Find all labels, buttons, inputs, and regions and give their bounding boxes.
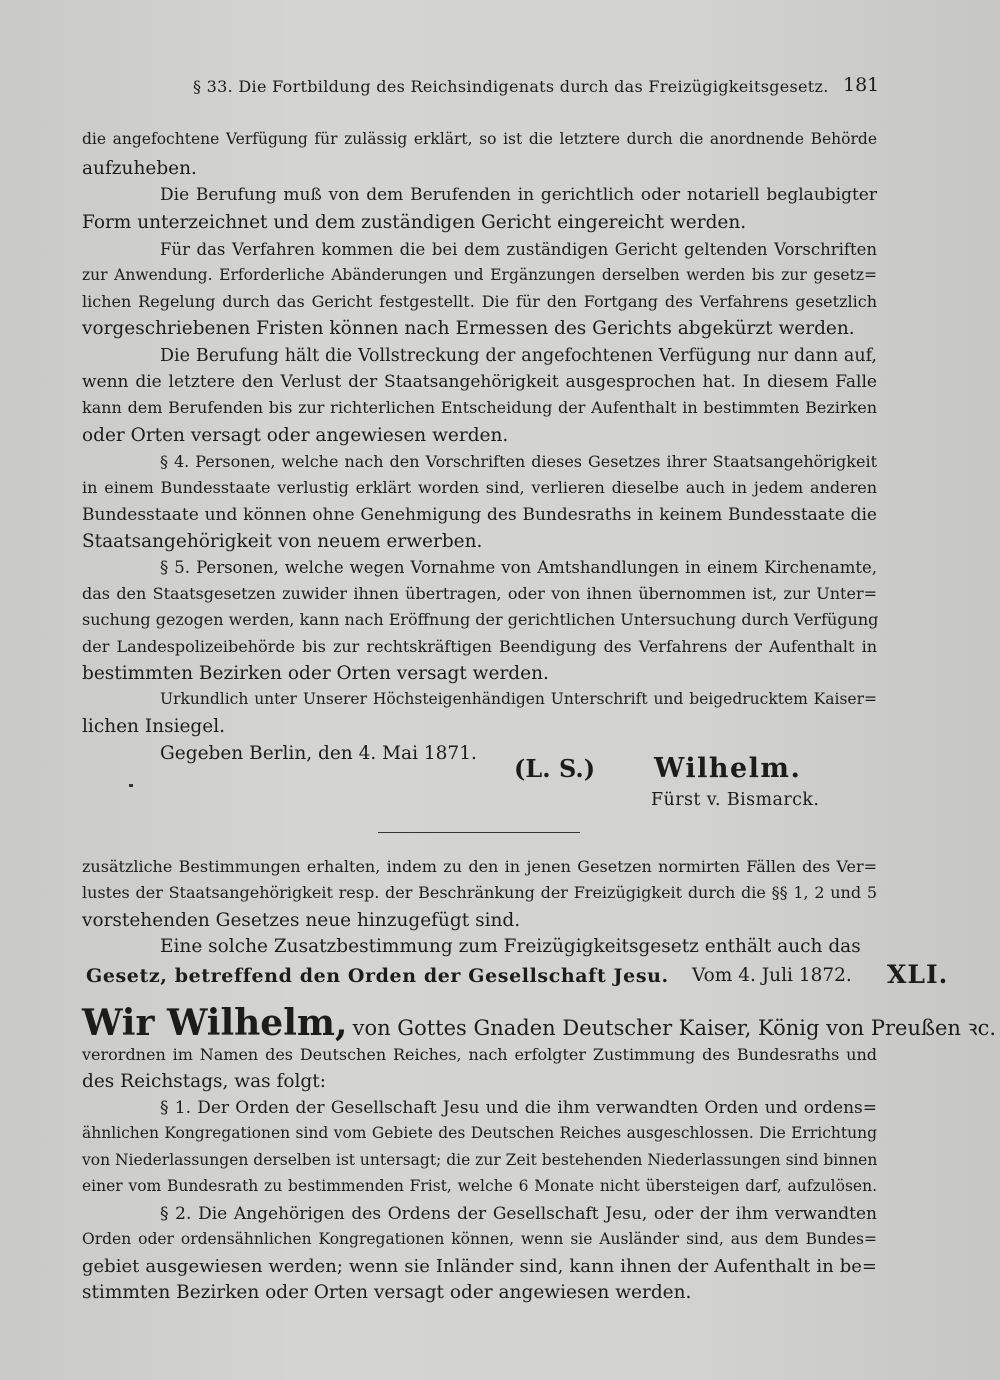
body-line: zur Anwendung. Erforderliche Abänderungen und Ergänzungen derselben werden bis zur gesetz= — [82, 266, 877, 284]
header-section-title: § 33. Die Fortbildung des Reichsindigenats durch das Freizügigkeitsgesetz. — [193, 77, 829, 96]
body-line: wenn die letztere den Verlust der Staatsangehörigkeit ausgesprochen hat. In diesem Falle — [82, 372, 877, 392]
running-header — [0, 74, 1000, 101]
separator-rule — [378, 832, 580, 833]
body-line: Die Berufung hält die Vollstreckung der angefochtenen Verfügung nur dann auf, — [160, 346, 877, 366]
body-line: Eine solche Zusatzbestimmung zum Freizügigkeitsgesetz enthält auch das — [160, 936, 861, 957]
preamble-title: von Gottes Gnaden Deutscher Kaiser, König von Preußen ꝛc. — [352, 1016, 997, 1040]
body-line: die angefochtene Verfügung für zulässig erklärt, so ist die letztere durch die anordnende Behörde — [82, 130, 877, 148]
law-line: ähnlichen Kongregationen sind vom Gebiete des Deutschen Reiches ausgeschlossen. Die Errichtung — [82, 1124, 877, 1142]
ink-dot — [129, 784, 133, 787]
law-line: von Niederlassungen derselben ist untersagt; die zur Zeit bestehenden Niederlassungen sind binnen — [82, 1151, 878, 1169]
body-line: bestimmten Bezirken oder Orten versagt werden. — [82, 663, 549, 684]
body-line: vorstehenden Gesetzes neue hinzugefügt sind. — [82, 910, 521, 931]
seal-mark: (L. S.) — [514, 754, 596, 783]
body-line: zusätzliche Bestimmungen erhalten, indem zu den in jenen Gesetzen normirten Fällen des Ver= — [82, 857, 877, 876]
preamble-line — [82, 1002, 997, 1044]
law-paragraph-2-line: § 2. Die Angehörigen des Ordens der Gesellschaft Jesu, oder der ihm verwandten — [160, 1204, 877, 1224]
countersignature: Fürst v. Bismarck. — [651, 790, 820, 810]
law-line: des Reichstags, was folgt: — [82, 1071, 326, 1092]
body-line: kann dem Berufenden bis zur richterlichen Entscheidung der Aufenthalt in bestimmten Bezirken — [82, 398, 877, 417]
law-line: stimmten Bezirken oder Orten versagt oder angewiesen werden. — [82, 1282, 692, 1303]
page-number: 181 — [843, 74, 880, 96]
body-line: Staatsangehörigkeit von neuem erwerben. — [82, 531, 483, 552]
law-date: Vom 4. Juli 1872. — [692, 965, 852, 986]
body-line: in einem Bundesstaate verlustig erklärt worden sind, verlieren dieselbe auch in jedem anderen — [82, 478, 877, 497]
date-line: Gegeben Berlin, den 4. Mai 1871. — [160, 743, 477, 764]
law-title: Gesetz, betreffend den Orden der Gesellschaft Jesu. — [86, 965, 669, 987]
law-paragraph-1-line: § 1. Der Orden der Gesellschaft Jesu und die ihm verwandten Orden und ordens= — [160, 1098, 877, 1118]
law-line: verordnen im Namen des Deutschen Reiches, nach erfolgter Zustimmung des Bundesraths und — [82, 1045, 877, 1064]
law-line: gebiet ausgewiesen werden; wenn sie Inländer sind, kann ihnen der Aufenthalt in be= — [82, 1256, 877, 1277]
body-line: suchung gezogen werden, kann nach Eröffnung der gerichtlichen Untersuchung durch Verfügung — [82, 610, 879, 629]
body-line: vorgeschriebenen Fristen können nach Ermessen des Gerichts abgekürzt werden. — [82, 318, 855, 339]
body-line: lichen Insiegel. — [82, 716, 226, 737]
body-line: Form unterzeichnet und dem zuständigen Gericht eingereicht werden. — [82, 212, 747, 233]
signature-name: Wilhelm. — [654, 753, 802, 784]
body-line: Urkundlich unter Unserer Höchsteigenhändigen Unterschrift und beigedrucktem Kaiser= — [160, 690, 877, 708]
body-line: das den Staatsgesetzen zuwider ihnen übertragen, oder von ihnen übernommen ist, zur Unter= — [82, 584, 877, 603]
body-line: lichen Regelung durch das Gericht festgestellt. Die für den Fortgang des Verfahrens gesetzlich — [82, 292, 877, 311]
law-line: einer vom Bundesrath zu bestimmenden Frist, welche 6 Monate nicht übersteigen darf, aufzulösen. — [82, 1177, 877, 1195]
body-line: Die Berufung muß von dem Berufenden in gerichtlich oder notariell beglaubigter — [160, 185, 877, 205]
body-line: lustes der Staatsangehörigkeit resp. der Beschränkung der Freizügigkeit durch die §§ 1, 2 und 5 — [82, 883, 877, 902]
body-line: oder Orten versagt oder angewiesen werden. — [82, 425, 509, 446]
law-number: XLI. — [887, 960, 949, 989]
body-line: Bundesstaate und können ohne Genehmigung des Bundesraths in keinem Bundesstaate die — [82, 505, 877, 525]
body-line: aufzuheben. — [82, 158, 197, 179]
section-4-line: § 4. Personen, welche nach den Vorschriften dieses Gesetzes ihrer Staatsangehörigkeit — [160, 452, 877, 471]
section-5-line: § 5. Personen, welche wegen Vornahme von Amtshandlungen in einem Kirchenamte, — [160, 558, 877, 577]
preamble-opening: Wir Wilhelm, — [82, 1002, 348, 1044]
body-line: Für das Verfahren kommen die bei dem zuständigen Gericht geltenden Vorschriften — [160, 240, 877, 259]
law-line: Orden oder ordensähnlichen Kongregationen können, wenn sie Ausländer sind, aus dem Bundes= — [82, 1230, 877, 1248]
body-line: der Landespolizeibehörde bis zur rechtskräftigen Beendigung des Verfahrens der Aufenthalt in — [82, 637, 877, 656]
